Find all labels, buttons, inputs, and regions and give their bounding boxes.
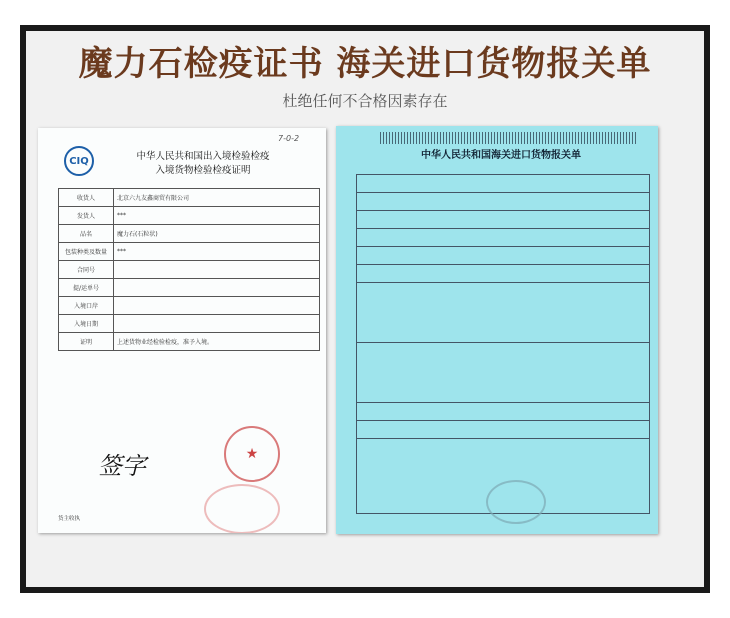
certificate-label: 包装种类及数量 bbox=[59, 243, 114, 261]
certificate-footer: 货主收执 bbox=[58, 516, 81, 522]
certificate-label: 提/运单号 bbox=[59, 279, 114, 297]
form-row bbox=[357, 421, 649, 439]
handwritten-code: 7-0-2 bbox=[278, 134, 300, 143]
page-title: 魔力石检疫证书 海关进口货物报关单 bbox=[78, 44, 652, 84]
certificate-label: 入境日期 bbox=[59, 315, 114, 333]
certificate-row bbox=[59, 261, 320, 279]
certificate-value bbox=[114, 279, 320, 297]
official-seal-icon: ★ bbox=[224, 426, 280, 482]
form-row bbox=[357, 211, 649, 229]
certificate-label: 品名 bbox=[59, 225, 114, 243]
certificate-value: 北京六九友鑫商贸有限公司 bbox=[114, 189, 320, 207]
certificate-row bbox=[59, 297, 320, 315]
certificate-row bbox=[59, 315, 320, 333]
customs-declaration-form bbox=[336, 126, 658, 534]
certificate-row bbox=[59, 333, 320, 351]
form-row bbox=[357, 343, 649, 403]
form-row bbox=[357, 403, 649, 421]
form-row bbox=[357, 193, 649, 211]
certificate-title-line2: 入境货物检验检疫证明 bbox=[155, 165, 251, 176]
certificate-label: 合同号 bbox=[59, 261, 114, 279]
certificate-label: 入境口岸 bbox=[59, 297, 114, 315]
certificate-label: 发货人 bbox=[59, 207, 114, 225]
certificate-row bbox=[59, 279, 320, 297]
form-row bbox=[357, 175, 649, 193]
customs-seal-icon bbox=[486, 480, 546, 524]
form-row bbox=[357, 283, 649, 343]
barcode-icon bbox=[380, 132, 636, 144]
certificate-value: 上述货物业经检验检疫，准予入境。 bbox=[114, 333, 320, 351]
form-row bbox=[357, 229, 649, 247]
customs-form-title: 中华人民共和国海关进口货物报关单 bbox=[421, 150, 581, 161]
faded-seal-icon bbox=[204, 484, 280, 533]
ciq-logo-icon: CIQ bbox=[64, 146, 94, 176]
signature: 签字 bbox=[98, 452, 146, 480]
customs-form-grid bbox=[356, 174, 650, 514]
certificate-value bbox=[114, 261, 320, 279]
form-row bbox=[357, 265, 649, 283]
certificate-value: *** bbox=[114, 207, 320, 225]
certificate-value: 魔力石(石粒状) bbox=[114, 225, 320, 243]
page-subtitle: 杜绝任何不合格因素存在 bbox=[282, 92, 448, 110]
certificate-value bbox=[114, 315, 320, 333]
certificate-table bbox=[58, 188, 320, 351]
certificate-row bbox=[59, 225, 320, 243]
certificate-title-line1: 中华人民共和国出入境检验检疫 bbox=[136, 151, 270, 162]
certificate-value bbox=[114, 297, 320, 315]
certificate-row bbox=[59, 207, 320, 225]
certificate-row bbox=[59, 189, 320, 207]
certificate-label: 收货人 bbox=[59, 189, 114, 207]
certificate-row bbox=[59, 243, 320, 261]
certificate-label: 证明 bbox=[59, 333, 114, 351]
form-row bbox=[357, 247, 649, 265]
inspection-certificate bbox=[38, 128, 326, 533]
certificate-value: *** bbox=[114, 243, 320, 261]
